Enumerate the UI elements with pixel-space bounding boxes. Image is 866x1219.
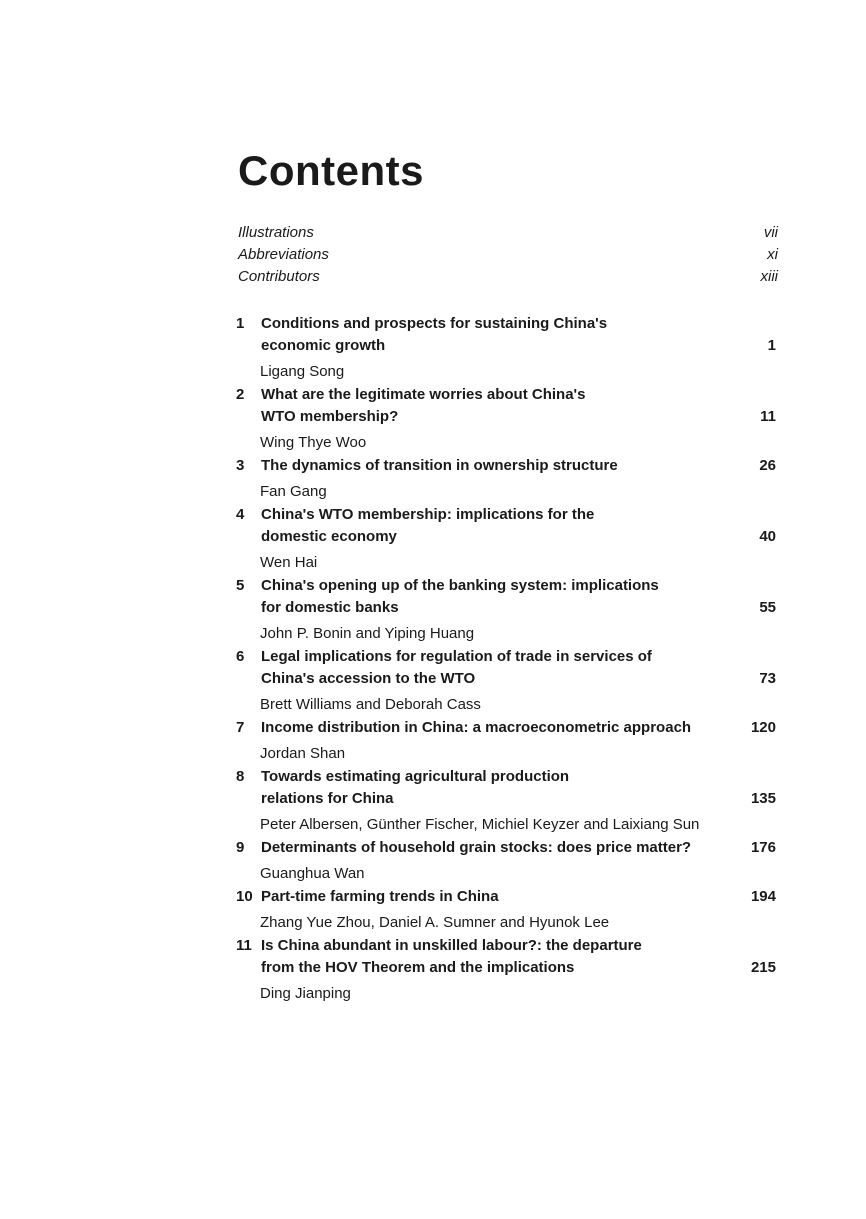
chapter-title-line: economic growth: [261, 337, 386, 354]
chapter-author: Brett Williams and Deborah Cass: [260, 696, 481, 713]
chapter-title: [261, 766, 738, 810]
chapter-list: [236, 313, 778, 1006]
chapter-heading: [236, 384, 778, 428]
chapter-title-line: China's WTO membership: implications for the: [261, 506, 595, 523]
chapter-entry[interactable]: [236, 313, 778, 383]
chapter-entry[interactable]: [236, 717, 778, 765]
front-matter-label: Illustrations: [238, 224, 314, 241]
front-matter-list: [238, 222, 778, 288]
chapter-entry[interactable]: [236, 455, 778, 503]
chapter-author: John P. Bonin and Yiping Huang: [260, 625, 475, 642]
chapter-title-line: Is China abundant in unskilled labour?: the departure: [261, 937, 642, 954]
chapter-page: 194: [750, 888, 776, 905]
chapter-number: 3: [236, 457, 245, 474]
chapter-number: 7: [236, 719, 245, 736]
chapter-author: Zhang Yue Zhou, Daniel A. Sumner and Hyunok Lee: [260, 914, 610, 931]
chapter-title-line: China's opening up of the banking system: implications: [261, 577, 659, 594]
chapter-entry[interactable]: [236, 384, 778, 454]
page-title: Contents: [238, 147, 424, 194]
chapter-heading: [236, 455, 778, 477]
chapter-title-line: Legal implications for regulation of trade in services of: [261, 648, 652, 665]
chapter-entry[interactable]: [236, 935, 778, 1005]
chapter-title: [261, 935, 738, 979]
front-matter-label: Abbreviations: [238, 246, 329, 263]
chapter-title: [261, 575, 738, 619]
chapter-entry[interactable]: [236, 575, 778, 645]
chapter-number: 2: [236, 386, 245, 403]
chapter-author: Ligang Song: [260, 363, 345, 380]
chapter-heading: [236, 766, 778, 810]
chapter-title: [261, 837, 738, 859]
chapter-number: 9: [236, 839, 245, 856]
chapter-title: [261, 646, 738, 690]
front-matter-item[interactable]: [238, 222, 778, 244]
chapter-page: 215: [750, 959, 776, 976]
chapter-heading: [236, 886, 778, 908]
chapter-author: Jordan Shan: [260, 745, 346, 762]
chapter-title-line: Towards estimating agricultural production: [261, 768, 570, 785]
chapter-heading: [236, 837, 778, 859]
chapter-title: [261, 886, 738, 908]
front-matter-page: xiii: [760, 268, 778, 285]
front-matter-page: xi: [767, 246, 778, 263]
chapter-author: Wing Thye Woo: [260, 434, 367, 451]
chapter-title-line: WTO membership?: [261, 408, 399, 425]
chapter-page: 176: [750, 839, 776, 856]
chapter-number: 4: [236, 506, 245, 523]
chapter-heading: [236, 646, 778, 690]
chapter-author: Guanghua Wan: [260, 865, 365, 882]
chapter-number: 5: [236, 577, 245, 594]
chapter-page: 26: [759, 457, 776, 474]
chapter-page: 1: [767, 337, 776, 354]
chapter-number: 1: [236, 315, 245, 332]
chapter-title-line: Conditions and prospects for sustaining China's: [261, 315, 608, 332]
chapter-author: Ding Jianping: [260, 985, 351, 1002]
chapter-entry[interactable]: [236, 504, 778, 574]
chapter-title-line: Part-time farming trends in China: [261, 888, 499, 905]
chapter-heading: [236, 717, 778, 739]
chapter-title: [261, 504, 738, 548]
chapter-entry[interactable]: [236, 837, 778, 885]
chapter-entry[interactable]: [236, 886, 778, 934]
chapter-title-line: The dynamics of transition in ownership structure: [261, 457, 618, 474]
chapter-number: 10: [236, 888, 253, 905]
chapter-heading: [236, 313, 778, 357]
chapter-page: 135: [750, 790, 776, 807]
chapter-page: 73: [759, 670, 776, 687]
chapter-title: [261, 384, 738, 428]
chapter-title: [261, 455, 738, 477]
front-matter-label: Contributors: [238, 268, 320, 285]
chapter-number: 11: [236, 937, 252, 954]
chapter-title-line: Determinants of household grain stocks: does price matter?: [261, 839, 692, 856]
chapter-page: 120: [750, 719, 776, 736]
chapter-page: 40: [759, 528, 776, 545]
chapter-title-line: from the HOV Theorem and the implications: [261, 959, 575, 976]
chapter-title-line: domestic economy: [261, 528, 397, 545]
chapter-page: 55: [759, 599, 776, 616]
chapter-author: Wen Hai: [260, 554, 318, 571]
front-matter-item[interactable]: [238, 244, 778, 266]
chapter-title: [261, 717, 738, 739]
chapter-number: 6: [236, 648, 245, 665]
chapter-title: [261, 313, 738, 357]
front-matter-item[interactable]: [238, 266, 778, 288]
chapter-entry[interactable]: [236, 766, 778, 836]
chapter-title-line: China's accession to the WTO: [261, 670, 476, 687]
chapter-title-line: for domestic banks: [261, 599, 399, 616]
chapter-page: 11: [760, 408, 776, 425]
chapter-heading: [236, 935, 778, 979]
chapter-heading: [236, 575, 778, 619]
chapter-author: Peter Albersen, Günther Fischer, Michiel Keyzer and Laixiang Sun: [260, 816, 700, 833]
chapter-number: 8: [236, 768, 245, 785]
chapter-title-line: relations for China: [261, 790, 394, 807]
chapter-title-line: What are the legitimate worries about China's: [261, 386, 586, 403]
chapter-heading: [236, 504, 778, 548]
chapter-author: Fan Gang: [260, 483, 327, 500]
front-matter-page: vii: [763, 224, 778, 241]
chapter-title-line: Income distribution in China: a macroeconometric approach: [261, 719, 692, 736]
chapter-entry[interactable]: [236, 646, 778, 716]
